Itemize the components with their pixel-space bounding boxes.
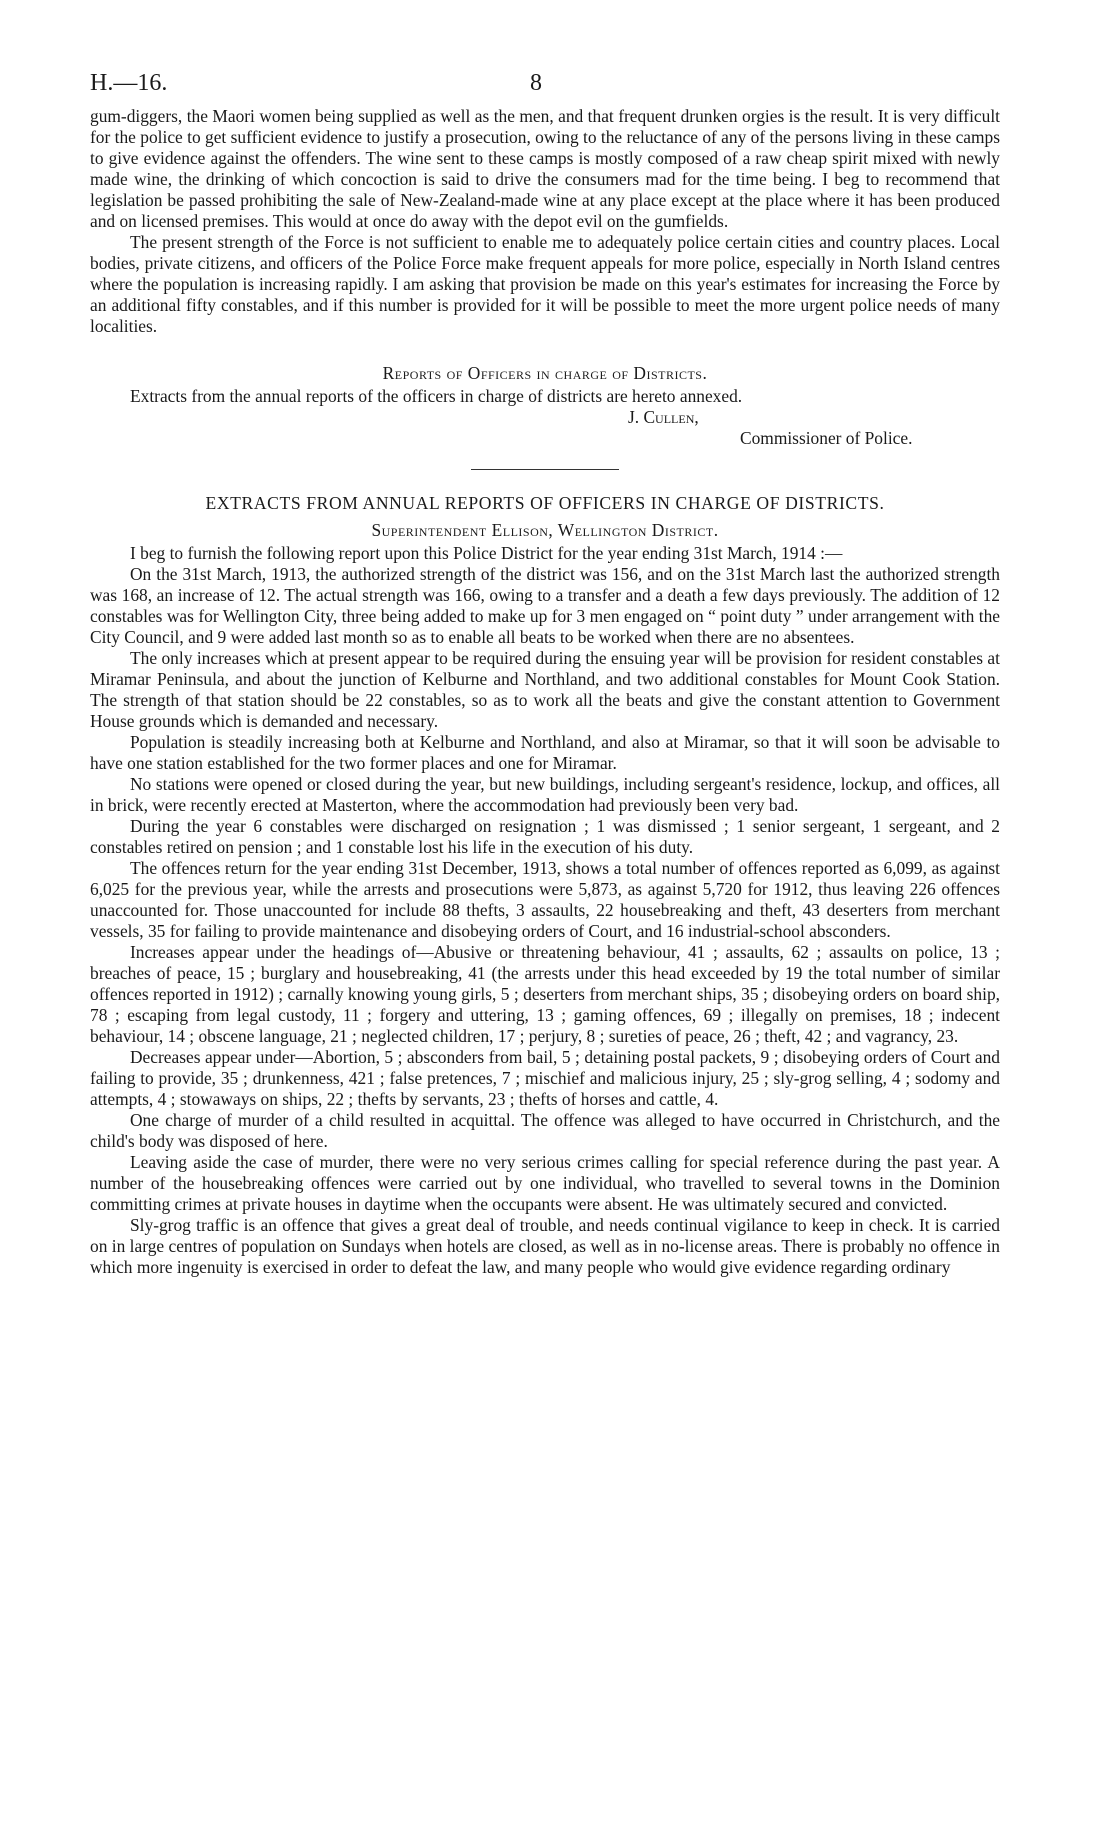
signature-title: Commissioner of Police. bbox=[740, 428, 913, 448]
signature-name: J. Cullen, bbox=[628, 407, 699, 427]
document-reference: H.—16. bbox=[90, 70, 168, 96]
district-report bbox=[90, 543, 1000, 1278]
district-heading: Superintendent Ellison, Wellington District. bbox=[371, 520, 719, 540]
paragraph-increases: Increases appear under the headings of—Abusive or threatening behaviour, 41 ; assaults, 62 ; assaults on police, 13 ; breaches of peace, 15 ; burglary and housebreaking, 41 (the arrests under this head exceeded by 19 the total number of similar offences reported in 1912) ; carnally knowing young girls, 5 ; deserters from merchant ships, 35 ; disobeying orders on board ship, 78 ; escaping from legal custody, 11 ; forgery and uttering, 13 ; gaming offences, 69 ; illegally on premises, 18 ; indecent behaviour, 14 ; obscene language, 21 ; neglected children, 17 ; perjury, 8 ; sureties of peace, 26 ; theft, 42 ; and vagrancy, 23. bbox=[90, 942, 1000, 1046]
signature-block bbox=[90, 407, 1000, 449]
paragraph-decreases: Decreases appear under—Abortion, 5 ; absconders from bail, 5 ; detaining postal packets, 9 ; disobeying orders of Court and failing to provide, 35 ; drunkenness, 421 ; false pretences, 7 ; mischief and malicious injury, 25 ; sly-grog selling, 4 ; sodomy and attempts, 4 ; stowaways on ships, 22 ; thefts by servants, 23 ; thefts of horses and cattle, 4. bbox=[90, 1047, 1000, 1109]
paragraph-murder-charge: One charge of murder of a child resulted in acquittal. The offence was alleged to have occurred in Christchurch, and the child's body was disposed of here. bbox=[90, 1110, 1000, 1151]
paragraph-offences-return: The offences return for the year ending 31st December, 1913, shows a total number of offences reported as 6,099, as against 6,025 for the previous year, while the arrests and prosecutions were 5,873, as against 5,720 for 1912, thus leaving 226 offences unaccounted for. Those unaccounted for include 88 thefts, 3 assaults, 22 housebreaking and theft, 43 deserters from merchant vessels, 35 for failing to provide maintenance and disobeying orders of Court, and 16 industrial-school absconders. bbox=[90, 858, 1000, 941]
reports-intro: Extracts from the annual reports of the officers in charge of districts are hereto annexed. bbox=[130, 386, 743, 406]
paragraph-population: Population is steadily increasing both at Kelburne and Northland, and also at Miramar, so that it will soon be advisable to have one station established for the two former places and one for Miramar. bbox=[90, 732, 1000, 773]
paragraph-increases-required: The only increases which at present appear to be required during the ensuing year will be provision for resident constables at Miramar Peninsula, and about the junction of Kelburne and Northland, and two additional constables for Mount Cook Station. The strength of that station should be 22 constables, so as to work all the beats and give the constant attention to Government House grounds which is demanded and necessary. bbox=[90, 648, 1000, 731]
paragraph-intro: I beg to furnish the following report upon this Police District for the year ending 31st March, 1914 :— bbox=[130, 543, 843, 563]
extracts-heading: EXTRACTS FROM ANNUAL REPORTS OF OFFICERS IN CHARGE OF DISTRICTS. bbox=[205, 493, 885, 513]
paragraph-serious-crimes: Leaving aside the case of murder, there were no very serious crimes calling for special reference during the past year. A number of the housebreaking offences were carried out by one individual, who travelled to several towns in the Dominion committing crimes at private houses in daytime when the occupants were absent. He was ultimately secured and convicted. bbox=[90, 1152, 1000, 1214]
opening-section bbox=[90, 106, 1000, 337]
paragraph-continuation: gum-diggers, the Maori women being supplied as well as the men, and that frequent drunken orgies is the result. It is very difficult for the police to get sufficient evidence to justify a prosecution, owing to the reluctance of any of the persons living in these camps to give evidence against the offenders. The wine sent to these camps is mostly composed of a raw cheap spirit mixed with newly made wine, the drinking of which concoction is said to drive the consumers mad for the time being. I beg to recommend that legislation be passed prohibiting the sale of New-Zealand-made wine at any place except at the place where it has been produced and on licensed premises. This would at once do away with the depot evil on the gumfields. bbox=[90, 106, 1000, 231]
paragraph-sly-grog: Sly-grog traffic is an offence that gives a great deal of trouble, and needs continual vigilance to keep in check. It is carried on in large centres of population on Sundays when hotels are closed, as well as in no-license areas. There is probably no offence in which more ingenuity is exercised in order to defeat the law, and many people who would give evidence regarding ordinary bbox=[90, 1215, 1000, 1277]
page-header bbox=[90, 70, 1000, 104]
section-divider bbox=[471, 469, 619, 470]
paragraph-personnel: During the year 6 constables were discharged on resignation ; 1 was dismissed ; 1 senior sergeant, 1 sergeant, and 2 constables retired on pension ; and 1 constable lost his life in the execution of his duty. bbox=[90, 816, 1000, 857]
document-page bbox=[90, 70, 1000, 1810]
reports-heading: Reports of Officers in charge of Districts. bbox=[382, 363, 708, 383]
page-number: 8 bbox=[530, 70, 542, 96]
paragraph-stations: No stations were opened or closed during the year, but new buildings, including sergeant's residence, lockup, and offices, all in brick, were recently erected at Masterton, where the accommodation had previously been very bad. bbox=[90, 774, 1000, 815]
paragraph-police-strength: The present strength of the Force is not sufficient to enable me to adequately police certain cities and country places. Local bodies, private citizens, and officers of the Police Force make frequent appeals for more police, especially in North Island centres where the population is increasing rapidly. I am asking that provision be made on this year's estimates for increasing the Force by an additional fifty constables, and if this number is provided for it will be possible to meet the more urgent police needs of many localities. bbox=[90, 232, 1000, 336]
paragraph-strength: On the 31st March, 1913, the authorized strength of the district was 156, and on the 31st March last the authorized strength was 168, an increase of 12. The actual strength was 166, owing to a transfer and a death a few days previously. The addition of 12 constables was for Wellington City, three being added to make up for 3 men engaged on “ point duty ” under arrangement with the City Council, and 9 were added last month so as to enable all beats to be worked when there are no absentees. bbox=[90, 564, 1000, 647]
